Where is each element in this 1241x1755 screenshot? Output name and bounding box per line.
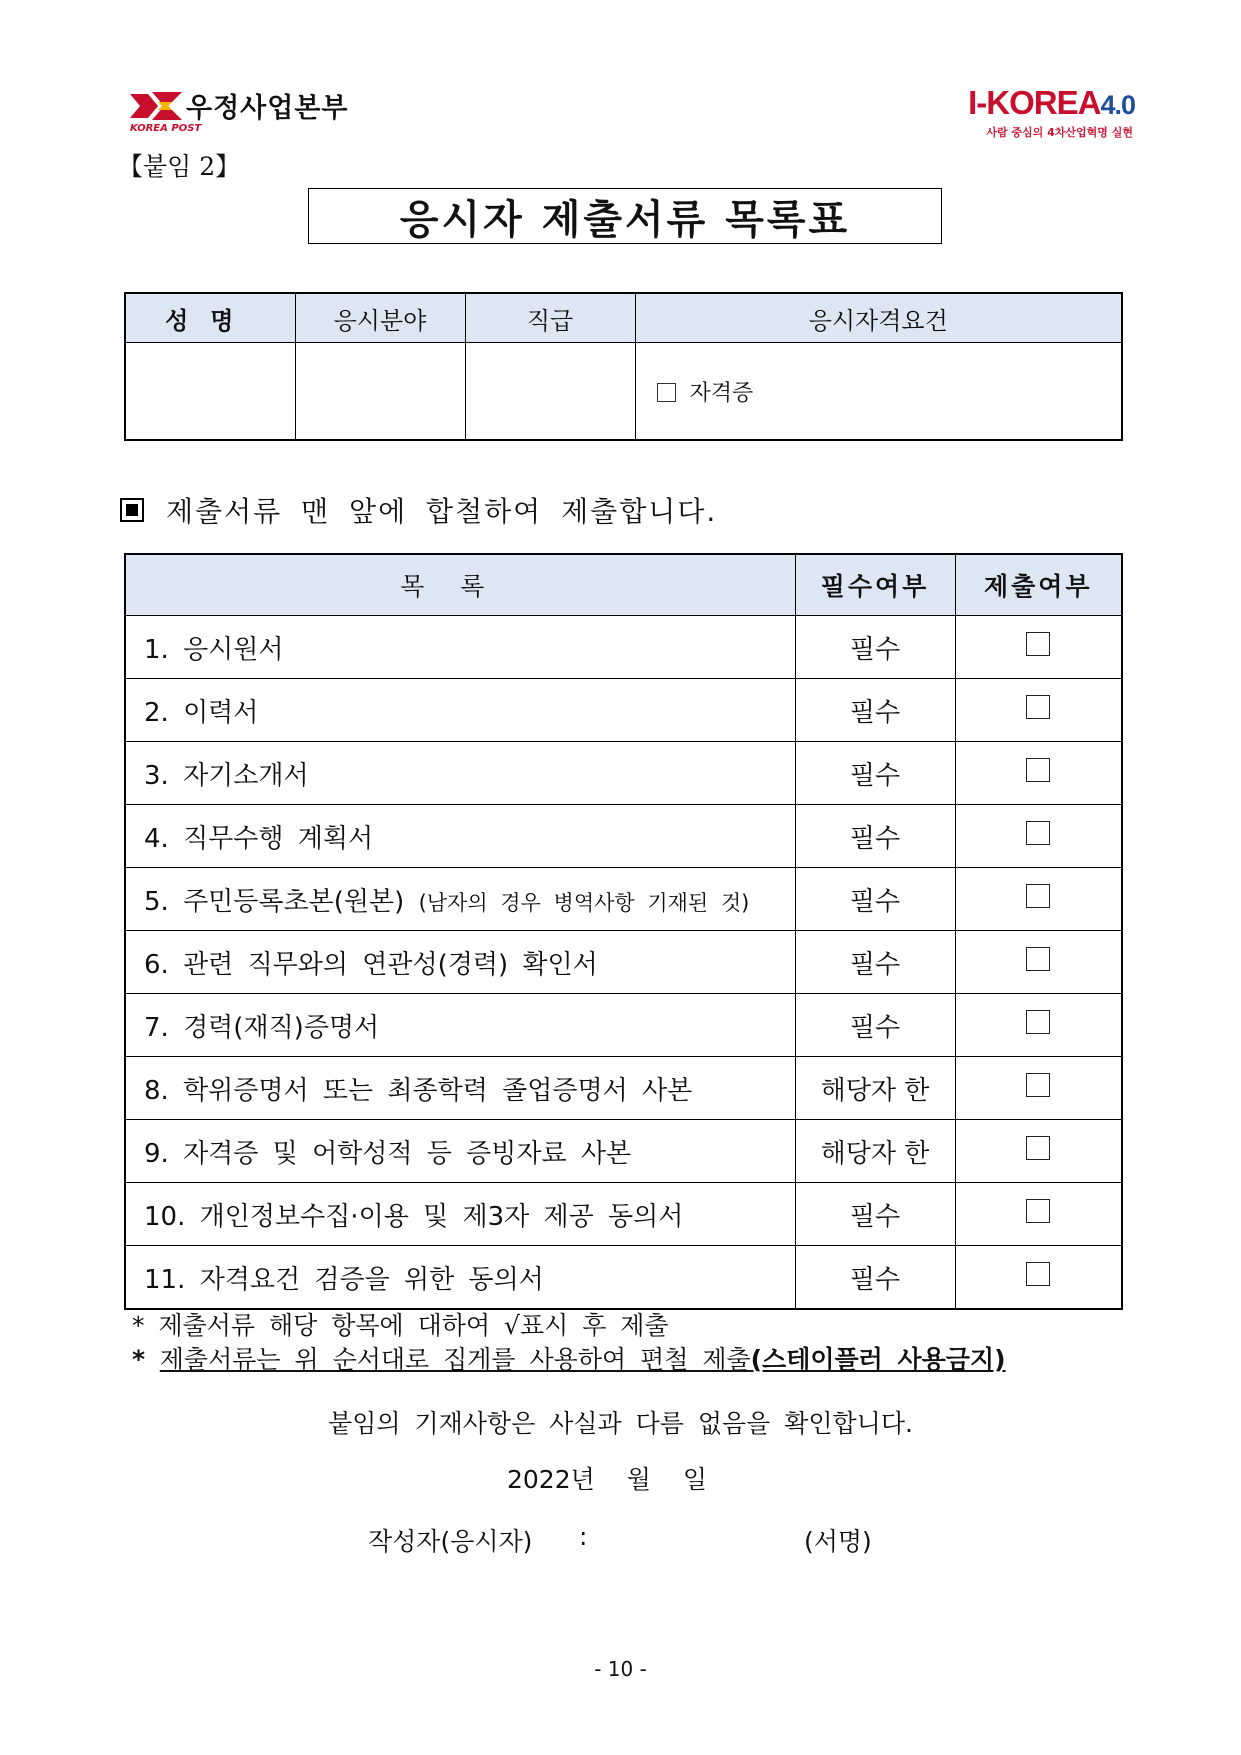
qualification-checkbox[interactable] <box>657 383 676 402</box>
attachment-label: 【붙임 2】 <box>118 152 241 181</box>
document-item-label: 7. 경력(재직)증명서 <box>144 1012 380 1043</box>
submitted-checkbox[interactable] <box>1026 758 1050 782</box>
submitted-cell <box>955 1057 1122 1120</box>
submitted-checkbox[interactable] <box>1026 1136 1050 1160</box>
header-field: 응시분야 <box>295 293 465 343</box>
table-row <box>125 679 1122 742</box>
applicant-table <box>124 292 1123 441</box>
submitted-cell <box>955 805 1122 868</box>
korea-post-emblem-icon <box>128 88 184 128</box>
header-name: 성명 <box>125 293 295 343</box>
required-status: 필수 <box>795 931 955 994</box>
table-row <box>125 616 1122 679</box>
i-korea-text: I-KOREA <box>968 84 1101 121</box>
submitted-cell <box>955 868 1122 931</box>
document-item <box>125 994 795 1057</box>
header-list: 목록 <box>125 554 795 616</box>
submitted-cell <box>955 1246 1122 1310</box>
document-item-label: 5. 주민등록초본(원본) <box>144 886 405 917</box>
header-qualification: 응시자격요건 <box>635 293 1122 343</box>
note-check-instruction: * 제출서류 해당 항목에 대하여 √표시 후 제출 <box>132 1311 669 1340</box>
document-item <box>125 931 795 994</box>
table-row <box>125 868 1122 931</box>
document-item <box>125 616 795 679</box>
header-grade: 직급 <box>465 293 635 343</box>
document-item-label: 4. 직무수행 계획서 <box>144 823 374 854</box>
header-required: 필수여부 <box>795 554 955 616</box>
table-row <box>125 1120 1122 1183</box>
author-label: 작성자(응시자) <box>368 1527 533 1556</box>
submitted-checkbox[interactable] <box>1026 695 1050 719</box>
submitted-cell <box>955 994 1122 1057</box>
required-status: 필수 <box>795 868 955 931</box>
document-item <box>125 679 795 742</box>
name-cell[interactable] <box>125 343 295 441</box>
table-row <box>125 1057 1122 1120</box>
required-status: 필수 <box>795 805 955 868</box>
document-item-label: 11. 자격요건 검증을 위한 동의서 <box>144 1264 544 1295</box>
submitted-cell <box>955 616 1122 679</box>
documents-table <box>124 553 1123 1310</box>
required-status: 해당자 한 <box>795 1057 955 1120</box>
required-status: 필수 <box>795 679 955 742</box>
submitted-cell <box>955 1183 1122 1246</box>
document-item <box>125 1246 795 1310</box>
filled-square-icon <box>120 498 144 522</box>
documents-body <box>125 616 1122 1310</box>
signature-line <box>368 1522 872 1558</box>
document-item-label: 9. 자격증 및 어학성적 등 증빙자료 사본 <box>144 1138 632 1169</box>
page-title: 응시자 제출서류 목록표 <box>308 188 942 244</box>
required-status: 해당자 한 <box>795 1120 955 1183</box>
submitted-checkbox[interactable] <box>1026 632 1050 656</box>
submitted-checkbox[interactable] <box>1026 1199 1050 1223</box>
document-item <box>125 1120 795 1183</box>
submitted-cell <box>955 1120 1122 1183</box>
document-item-label: 2. 이력서 <box>144 697 259 728</box>
qualification-cell <box>635 343 1122 441</box>
required-status: 필수 <box>795 994 955 1057</box>
document-item-note: (남자의 경우 병역사항 기재된 것) <box>418 890 750 915</box>
notice-text: 제출서류 맨 앞에 합철하여 제출합니다. <box>166 495 718 528</box>
notice <box>120 490 717 530</box>
document-item-label: 3. 자기소개서 <box>144 760 309 791</box>
table-row <box>125 1246 1122 1310</box>
table-row <box>125 1183 1122 1246</box>
submitted-checkbox[interactable] <box>1026 1010 1050 1034</box>
submitted-checkbox[interactable] <box>1026 884 1050 908</box>
table-row <box>125 742 1122 805</box>
submitted-checkbox[interactable] <box>1026 947 1050 971</box>
signature-colon: : <box>579 1522 588 1551</box>
required-status: 필수 <box>795 616 955 679</box>
i-korea-version: 4.0 <box>1100 90 1135 120</box>
table-row <box>125 994 1122 1057</box>
document-item <box>125 1057 795 1120</box>
signature-label: (서명) <box>804 1527 872 1556</box>
note2-prefix: * <box>132 1345 160 1374</box>
i-korea-logo <box>955 84 1135 144</box>
i-korea-wordmark <box>968 84 1135 122</box>
document-item-label: 6. 관련 직무와의 연관성(경력) 확인서 <box>144 949 598 980</box>
table-row <box>125 931 1122 994</box>
document-item-label: 10. 개인정보수집·이용 및 제3자 제공 동의서 <box>144 1201 684 1232</box>
header-submitted: 제출여부 <box>955 554 1122 616</box>
org-name: 우정사업본부 <box>186 93 349 124</box>
grade-cell[interactable] <box>465 343 635 441</box>
document-item-label: 8. 학위증명서 또는 최종학력 졸업증명서 사본 <box>144 1075 693 1106</box>
submitted-checkbox[interactable] <box>1026 821 1050 845</box>
qualification-option-label: 자격증 <box>689 380 754 406</box>
i-korea-slogan: 사람 중심의 4차산업혁명 실현 <box>986 126 1133 139</box>
required-status: 필수 <box>795 1183 955 1246</box>
field-cell[interactable] <box>295 343 465 441</box>
document-item-label: 1. 응시원서 <box>144 634 284 665</box>
required-status: 필수 <box>795 742 955 805</box>
org-sub: KOREA POST <box>130 123 202 134</box>
note-binding-instruction <box>132 1340 1006 1376</box>
applicant-input-row <box>125 343 1122 441</box>
applicant-header-row <box>125 293 1122 343</box>
note2-warning: (스테이플러 사용금지) <box>750 1345 1006 1374</box>
submitted-checkbox[interactable] <box>1026 1262 1050 1286</box>
note2-text: 제출서류는 위 순서대로 집게를 사용하여 편철 제출 <box>159 1345 751 1374</box>
document-item <box>125 742 795 805</box>
required-status: 필수 <box>795 1246 955 1310</box>
confirmation-text: 붙임의 기재사항은 사실과 다름 없음을 확인합니다. <box>328 1409 913 1438</box>
page-number: - 10 - <box>594 1657 647 1681</box>
document-item <box>125 805 795 868</box>
table-row <box>125 805 1122 868</box>
submitted-cell <box>955 679 1122 742</box>
submitted-cell <box>955 931 1122 994</box>
date-line: 2022년 월 일 <box>507 1465 707 1494</box>
documents-header-row <box>125 554 1122 616</box>
document-item <box>125 868 795 931</box>
document-item <box>125 1183 795 1246</box>
korea-post-logo <box>128 86 358 134</box>
submitted-checkbox[interactable] <box>1026 1073 1050 1097</box>
submitted-cell <box>955 742 1122 805</box>
